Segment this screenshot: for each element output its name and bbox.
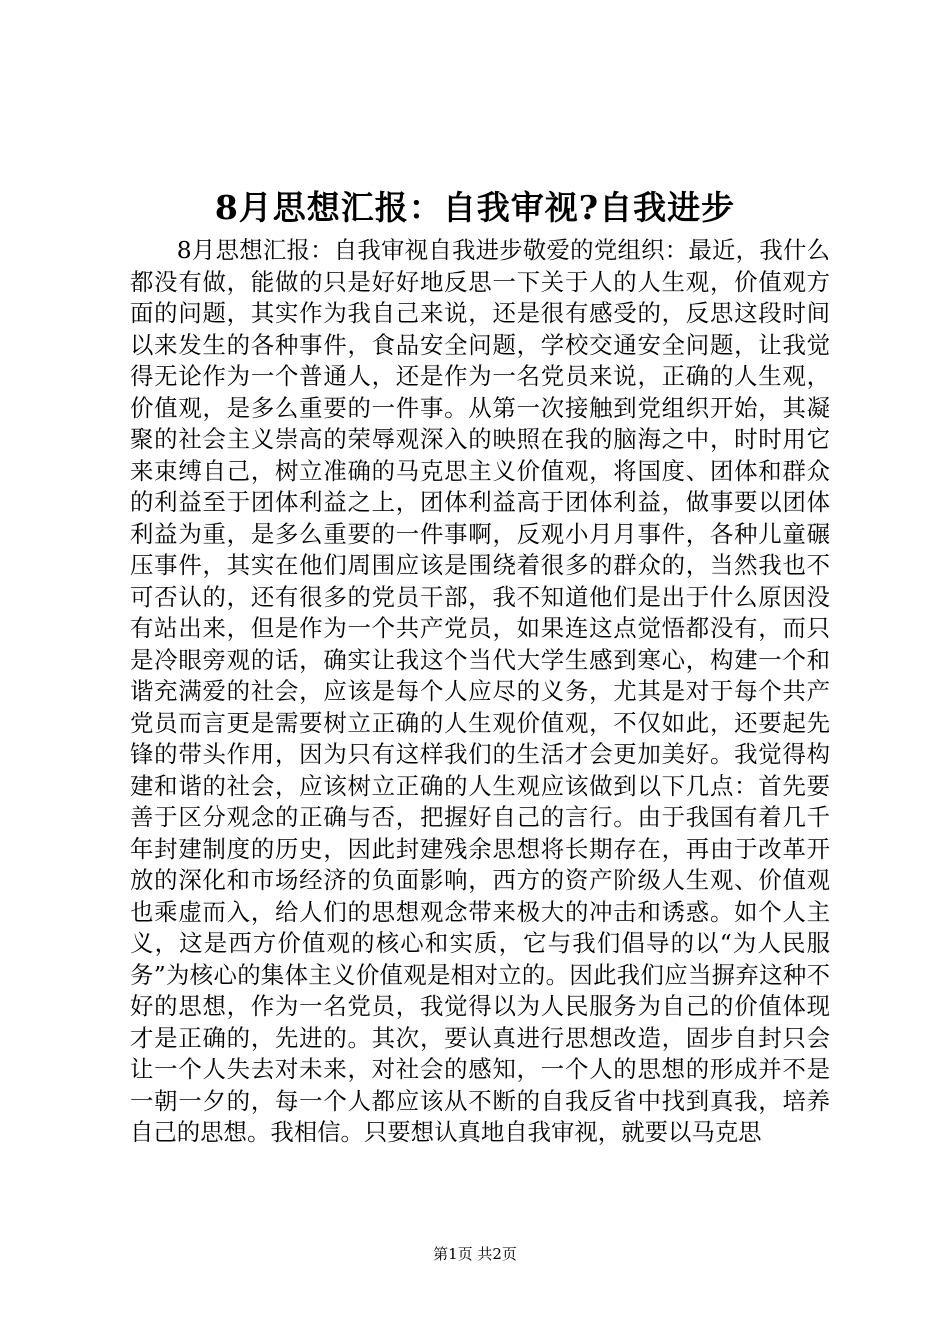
- page-number-footer: 第1页 共2页: [433, 1245, 517, 1263]
- document-title: 8月思想汇报：自我审视?自我进步: [214, 188, 736, 227]
- document-body: 8月思想汇报：自我审视自我进步敬爱的党组织：最近，我什么都没有做，能做的只是好好地反思一下关于人的人生观，价值观方面的问题，其实作为我自己来说，还是很有感受的，反思这段时间以来发生的各种事件，食品安全问题，学校交通安全问题，让我觉得无论作为一个普通人，还是作为一名党员来说，正确的人生观，价值观，是多么重要的一件事。从第一次接触到党组织开始，其凝聚的社会主义崇高的荣辱观深入的映照在我的脑海之中，时时用它来束缚自己，树立准确的马克思主义价值观，将国度、团体和群众的利益至于团体利益之上，团体利益高于团体利益，做事要以团体利益为重，是多么重要的一件事啊，反观小月月事件，各种儿童碾压事件，其实在他们周围应该是围绕着很多的群众的，当然我也不可否认的，还有很多的党员干部，我不知道他们是出于什么原因没有站出来，但是作为一个共产党员，如果连这点觉悟都没有，而只是冷眼旁观的话，确实让我这个当代大学生感到寒心，构建一个和谐充满爱的社会，应该是每个人应尽的义务，尤其是对于每个共产党员而言更是需要树立正确的人生观价值观，不仅如此，还要起先锋的带头作用，因为只有这样我们的生活才会更加美好。我觉得构建和谐的社会，应该树立正确的人生观应该做到以下几点：首先要善于区分观念的正确与否，把握好自己的言行。由于我国有着几千年封建制度的历史，因此封建残余思想将长期存在，再由于改革开放的深化和市场经济的负面影响，西方的资产阶级人生观、价值观也乘虚而入，给人们的思想观念带来极大的冲击和诱惑。如个人主义，这是西方价值观的核心和实质，它与我们倡导的以“为人民服务”为核心的集体主义价值观是相对立的。因此我们应当摒弃这种不好的思想，作为一名党员，我觉得以为人民服务为自己的价值体现才是正确的，先进的。其次，要认真进行思想改造，固步自封只会让一个人失去对未来，对社会的感知，一个人的思想的形成并不是一朝一夕的，每一个人都应该从不断的自我反省中找到真我，培养自己的思想。我相信。只要想认真地自我审视，就要以马克思: [130, 236, 830, 1146]
